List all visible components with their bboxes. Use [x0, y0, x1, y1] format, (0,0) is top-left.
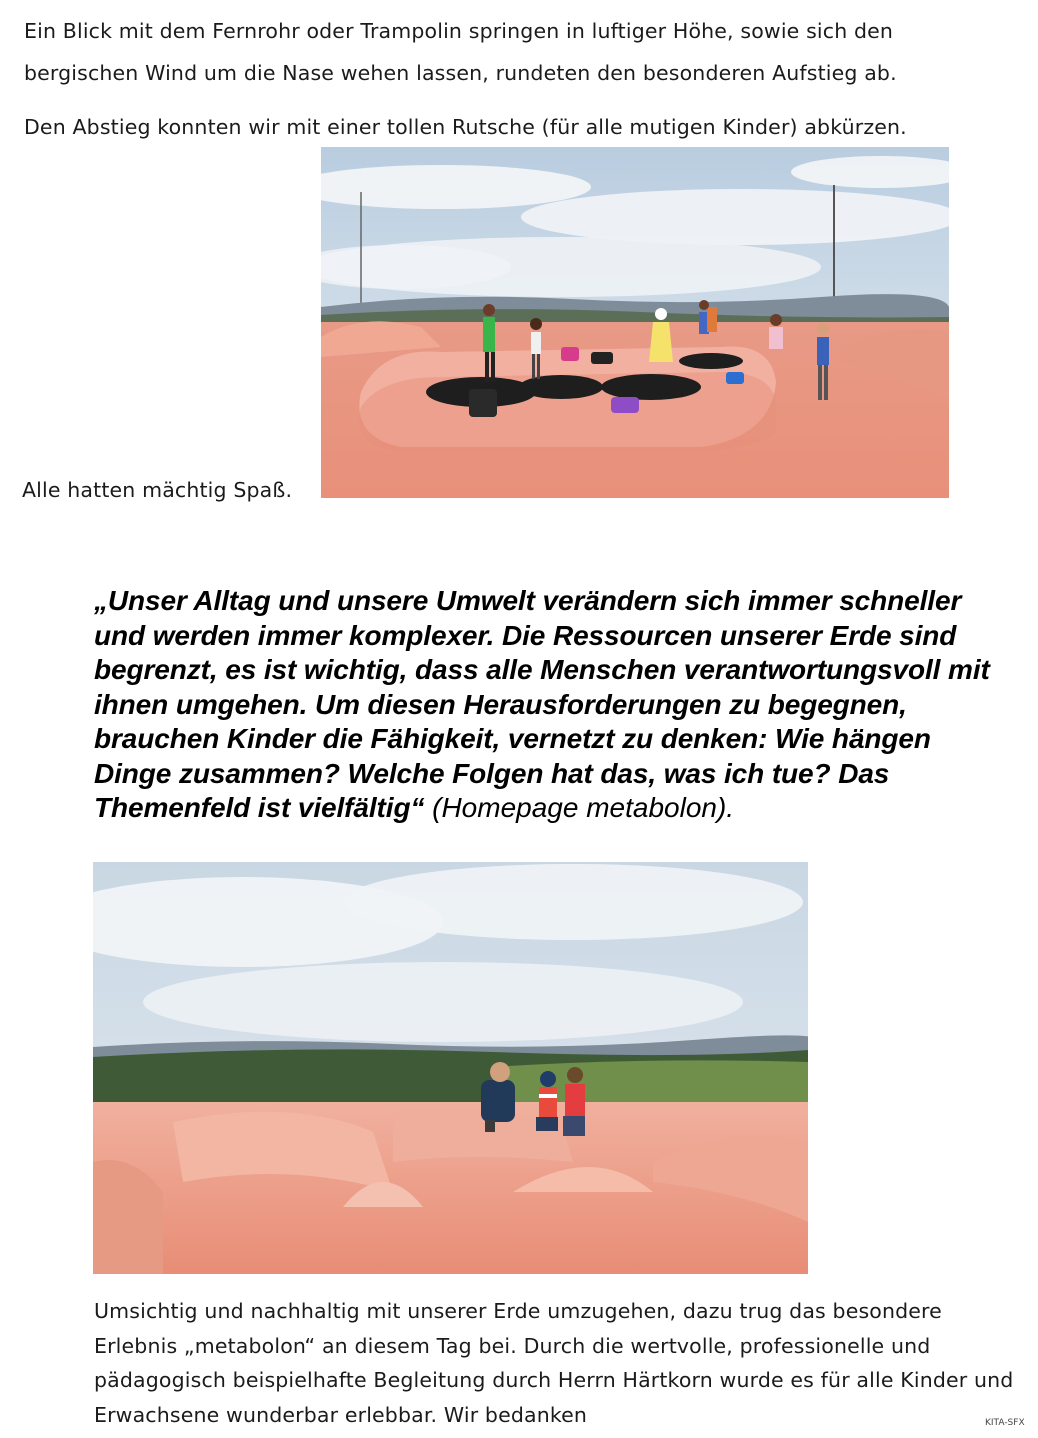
- fun-caption: Alle hatten mächtig Spaß.: [22, 478, 293, 502]
- descent-paragraph: Den Abstieg konnten wir mit einer tollen Rutsche (für alle mutigen Kinder) abkürzen.: [24, 115, 907, 139]
- metabolon-quote: [94, 584, 1014, 826]
- intro-paragraph: Ein Blick mit dem Fernrohr oder Trampolin springen in luftiger Höhe, sowie sich den bergischen Wind um die Nase wehen lassen, rundeten den besonderen Aufstieg ab.: [24, 19, 897, 85]
- watermark: KITA-SFX: [985, 1418, 1025, 1428]
- quote-text: „Unser Alltag und unsere Umwelt verändern sich immer schneller und werden immer komplexer. Die Ressourcen unserer Erde sind begrenzt, es ist wichtig, dass alle Menschen verantwortungsvoll mit ihnen umgehen. Um diesen Herausforderungen zu begegnen, brauchen Kinder die Fähigkeit, vernetzt zu denken: Wie hängen Dinge zusammen? Welche Folgen hat das, was ich tue? Das Themenfeld ist vielfältig“: [94, 585, 990, 823]
- trampoline-photo: [321, 147, 949, 498]
- closing-paragraph: Umsichtig und nachhaltig mit unserer Erde umzugehen, dazu trug das besondere Erlebnis „metabolon“ an diesem Tag bei. Durch die wertvolle, professionelle und pädagogisch beispielhafte Begleitung durch Herrn Härtkorn wurde es für alle Kinder und Erwachsene wunderbar erlebbar. Wir bedanken: [94, 1299, 1014, 1427]
- quote-source: (Homepage metabolon).: [424, 792, 735, 823]
- landscape-photo: [93, 862, 808, 1274]
